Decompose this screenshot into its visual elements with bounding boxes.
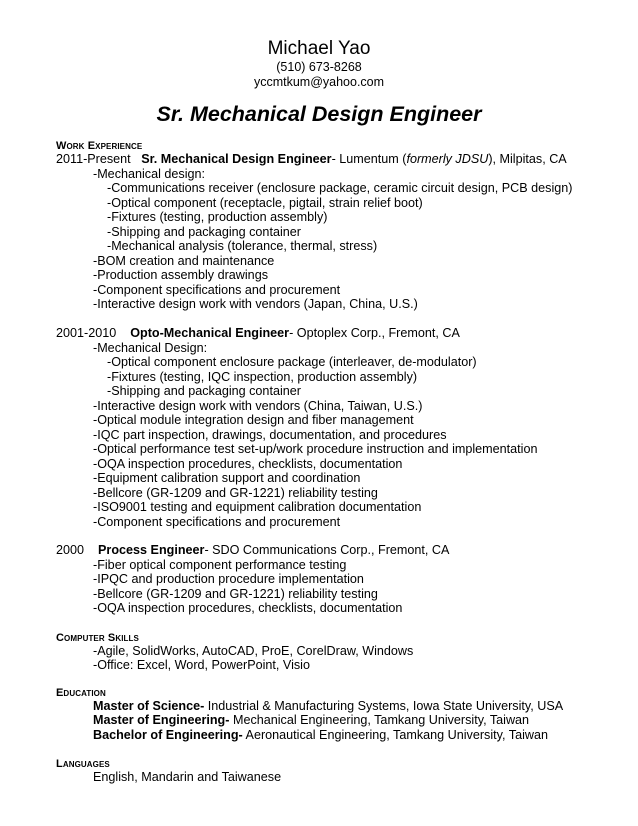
degree-detail: Mechanical Engineering, Tamkang University, Taiwan: [229, 713, 530, 727]
job-2-item: -Equipment calibration support and coordination: [93, 471, 361, 485]
computer-skill-item: -Office: Excel, Word, PowerPoint, Visio: [93, 658, 310, 672]
computer-skill-item: -Agile, SolidWorks, AutoCAD, ProE, CorelDraw, Windows: [93, 643, 414, 658]
job-2-item: -Optical module integration design and fiber management: [93, 413, 414, 427]
job-2-role: Opto-Mechanical Engineer: [130, 326, 290, 340]
job-3-item: -Bellcore (GR-1209 and GR-1221) reliability testing: [93, 586, 378, 601]
job-2-period: 2001-2010: [56, 326, 117, 340]
candidate-name: Michael Yao: [267, 38, 371, 59]
job-1-item: -Production assembly drawings: [93, 268, 268, 282]
job-2-subitem: -Optical component enclosure package (interleaver, de-modulator): [107, 355, 477, 369]
job-1-item: -Component specifications and procurement: [93, 282, 341, 297]
email-address: yccmtkum@yahoo.com: [253, 75, 385, 89]
job-2-item: -Optical performance test set-up/work procedure instruction and implementation: [93, 442, 538, 456]
job-3-company: - SDO Communications Corp., Fremont, CA: [204, 543, 450, 557]
job-3-period: 2000: [56, 543, 85, 557]
job-title: Sr. Mechanical Design Engineer: [156, 102, 482, 126]
job-3-header: [56, 543, 449, 557]
job-3-item: -IPQC and production procedure implementation: [93, 572, 364, 586]
job-1-item: -Mechanical design:: [93, 166, 206, 181]
job-1-period: 2011-Present: [56, 152, 131, 166]
job-3-item: -OQA inspection procedures, checklists, documentation: [93, 601, 403, 615]
degree-detail: Industrial & Manufacturing Systems, Iowa State University, USA: [204, 698, 564, 713]
languages-text: English, Mandarin and Taiwanese: [93, 769, 282, 784]
job-1-subitem: -Fixtures (testing, production assembly): [107, 210, 328, 224]
job-2-item: -OQA inspection procedures, checklists, documentation: [93, 456, 403, 471]
job-2-item: -Component specifications and procurement: [93, 514, 341, 529]
degree-name: Master of Science-: [93, 698, 205, 713]
job-1-item: -Interactive design work with vendors (Japan, China, U.S.): [93, 297, 418, 311]
job-1-subitem: -Mechanical analysis (tolerance, thermal, stress): [107, 239, 378, 253]
job-2-company: - Optoplex Corp., Fremont, CA: [289, 326, 460, 340]
education-item: [93, 699, 563, 713]
job-3-role: Process Engineer: [98, 543, 205, 557]
job-2-item: -IQC part inspection, drawings, documentation, and procedures: [93, 427, 447, 442]
job-2-header: [56, 326, 460, 340]
work-experience-heading: Work Experience: [56, 140, 143, 152]
job-2-subitem: -Fixtures (testing, IQC inspection, production assembly): [107, 369, 418, 384]
job-2-item: -Interactive design work with vendors (China, Taiwan, U.S.): [93, 398, 423, 413]
education-item: [93, 713, 529, 727]
education-heading: Education: [56, 687, 106, 699]
degree-name: Bachelor of Engineering-: [93, 727, 243, 742]
job-2-item: -ISO9001 testing and equipment calibration documentation: [93, 500, 422, 514]
job-1-item: -BOM creation and maintenance: [93, 253, 275, 268]
job-1-company-italic: formerly JDSU: [406, 152, 489, 166]
education-item: [93, 728, 548, 742]
degree-detail: Aeronautical Engineering, Tamkang University, Taiwan: [242, 727, 548, 742]
job-1-subitem: -Optical component (receptacle, pigtail, strain relief boot): [107, 195, 423, 210]
job-2-item: -Bellcore (GR-1209 and GR-1221) reliability testing: [93, 485, 378, 500]
job-3-item: -Fiber optical component performance testing: [93, 557, 347, 572]
job-1-header: [56, 152, 567, 166]
job-1-subitem: -Shipping and packaging container: [107, 224, 301, 239]
computer-skills-heading: Computer Skills: [56, 632, 139, 644]
job-1-company-after: ), Milpitas, CA: [488, 152, 567, 166]
job-1-role: Sr. Mechanical Design Engineer: [141, 152, 332, 166]
job-1-company-before: - Lumentum (: [331, 152, 407, 166]
languages-heading: Languages: [56, 758, 110, 770]
degree-name: Master of Engineering-: [93, 713, 230, 727]
job-2-item: -Mechanical Design:: [93, 340, 208, 355]
job-1-subitem: -Communications receiver (enclosure package, ceramic circuit design, PCB design): [107, 181, 573, 195]
job-2-subitem: -Shipping and packaging container: [107, 384, 301, 398]
phone-number: (510) 673-8268: [276, 60, 362, 74]
